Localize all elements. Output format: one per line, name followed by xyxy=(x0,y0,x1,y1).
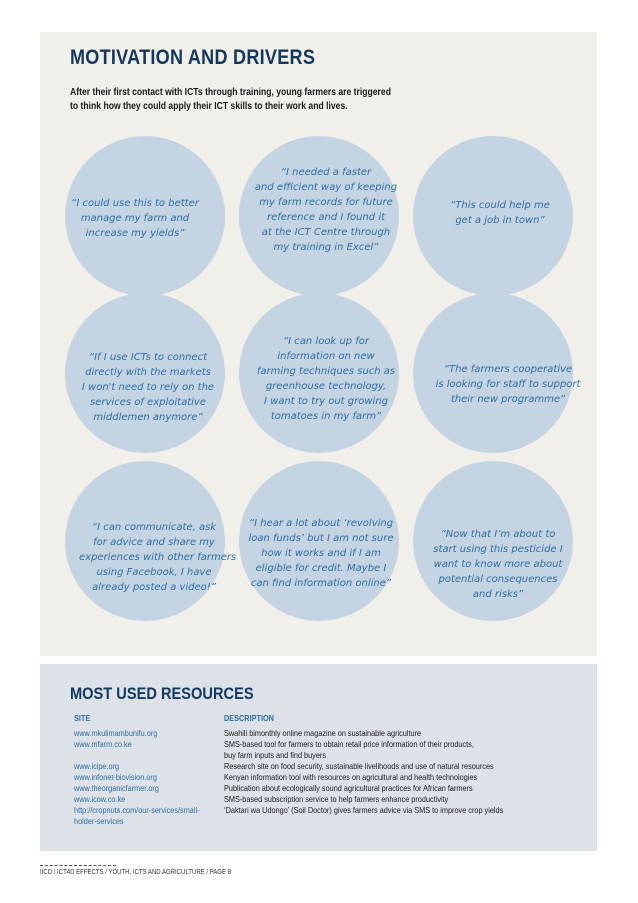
intro-text xyxy=(70,86,397,114)
farmer-quote xyxy=(73,350,223,425)
quote-line: information on new xyxy=(277,351,375,362)
quote-line: “I needed a faster xyxy=(280,167,372,178)
quote-line: “The farmers cooperative xyxy=(443,363,573,375)
site-link[interactable]: www.infonet-biovision.org xyxy=(74,772,157,782)
quote-line: “I could use this to better xyxy=(71,197,199,209)
intro-line: After their first contact with ICTs through training, young farmers are triggered xyxy=(70,87,391,98)
quote-line: potential consequences xyxy=(438,573,558,585)
farmer-quote xyxy=(60,196,210,241)
quote-line: farming techniques such as xyxy=(256,366,396,377)
farmer-quote xyxy=(251,165,401,255)
quote-line: for advice and share my xyxy=(93,536,215,548)
description-list xyxy=(224,728,568,816)
footer-divider xyxy=(40,865,116,866)
page-title: MOTIVATION AND DRIVERS xyxy=(70,46,316,69)
quote-line: services of exploitative xyxy=(90,396,206,408)
quote-line: can find information online” xyxy=(250,577,392,589)
quote-line: already posted a video!” xyxy=(92,581,216,593)
quote-line: “I can communicate, ask xyxy=(91,521,217,533)
quote-line: get a job in town” xyxy=(455,215,545,226)
quote-line: their new programme” xyxy=(450,393,566,405)
quote-line: start using this pesticide I xyxy=(433,543,563,555)
site-description: Kenyan information tool with resources on agricultural and health technologies xyxy=(224,772,478,782)
farmer-quote xyxy=(251,334,401,424)
farmer-quote xyxy=(246,516,396,591)
quote-line: is looking for staff to support xyxy=(435,378,581,390)
quote-line: I won't need to rely on the xyxy=(81,381,215,393)
site-link[interactable]: www.mfarm.co.ke xyxy=(74,739,132,749)
site-link[interactable]: www.theorganicfarmer.org xyxy=(74,783,159,793)
farmer-quote xyxy=(433,362,583,407)
site-description: SMS-based subscription service to help farmers enhance productivity xyxy=(224,794,449,804)
quote-line: tomatoes in my farm” xyxy=(270,411,382,422)
quote-line: want to know more about xyxy=(433,558,563,570)
quote-line: “This could help me xyxy=(450,200,550,211)
farmer-quote xyxy=(423,527,573,602)
site-link[interactable]: www.mkulimambunifu.org xyxy=(74,728,158,738)
description-column-header: DESCRIPTION xyxy=(224,713,274,723)
quote-line: increase my yields” xyxy=(85,227,185,239)
site-link[interactable]: www.icow.co.ke xyxy=(74,794,126,804)
quote-line: and efficient way of keeping xyxy=(254,182,398,193)
site-list xyxy=(74,728,203,827)
site-link[interactable]: holder-services xyxy=(74,816,124,826)
site-description: Publication about ecologically sound agricultural practices for African farmers xyxy=(224,783,473,793)
quote-line: loan funds’ but I am not sure xyxy=(248,532,394,544)
site-description: buy farm inputs and find buyers xyxy=(224,750,326,760)
quote-line: at the ICT Centre through xyxy=(261,227,391,238)
site-description: Swahili bimonthly online magazine on sustainable agriculture xyxy=(224,728,422,738)
page-footer: IICD / ICT4D EFFECTS / YOUTH, ICTS AND AGRICULTURE / PAGE 8 xyxy=(40,869,232,876)
site-link-spacer xyxy=(74,750,203,761)
site-link[interactable]: www.icipe.org xyxy=(74,761,120,771)
site-description: ‘Daktari wa Udongo’ (Soil Doctor) gives farmers advice via SMS to improve crop yields xyxy=(224,805,504,815)
quote-line: “If I use ICTs to connect xyxy=(88,351,208,363)
resources-title: MOST USED RESOURCES xyxy=(70,684,254,703)
farmer-quote xyxy=(425,198,575,228)
quote-line: “I hear a lot about ‘revolving xyxy=(248,517,394,529)
quote-line: reference and I found it xyxy=(266,212,386,223)
quote-line: and risks” xyxy=(472,588,524,600)
quote-line: greenhouse technology, xyxy=(265,381,387,392)
quote-line: directly with the markets xyxy=(85,366,211,378)
farmer-quote xyxy=(79,520,237,595)
site-description: Research site on food security, sustainable livelihoods and use of natural resources xyxy=(224,761,494,771)
quote-line: “I can look up for xyxy=(282,336,370,347)
site-description: SMS-based tool for farmers to obtain retail price information of their products, xyxy=(224,739,474,749)
quote-line: my training in Excel” xyxy=(273,242,379,253)
quote-line: eligible for credit. Maybe I xyxy=(255,562,387,574)
quote-line: using Facebook, I have xyxy=(96,566,212,578)
quote-line: “Now that I’m about to xyxy=(440,528,556,540)
site-link[interactable]: http://cropnuts.com/our-services/small- xyxy=(74,805,200,815)
quote-line: I want to try out growing xyxy=(264,396,388,407)
quote-line: experiences with other farmers xyxy=(79,551,237,563)
quote-line: middlemen anymore” xyxy=(93,411,203,423)
intro-line: to think how they could apply their ICT skills to their work and lives. xyxy=(70,101,348,112)
quote-line: how it works and if I am xyxy=(261,547,381,559)
quote-line: my farm records for future xyxy=(259,197,393,208)
site-column-header: SITE xyxy=(74,713,91,723)
quote-line: manage my farm and xyxy=(80,212,190,224)
